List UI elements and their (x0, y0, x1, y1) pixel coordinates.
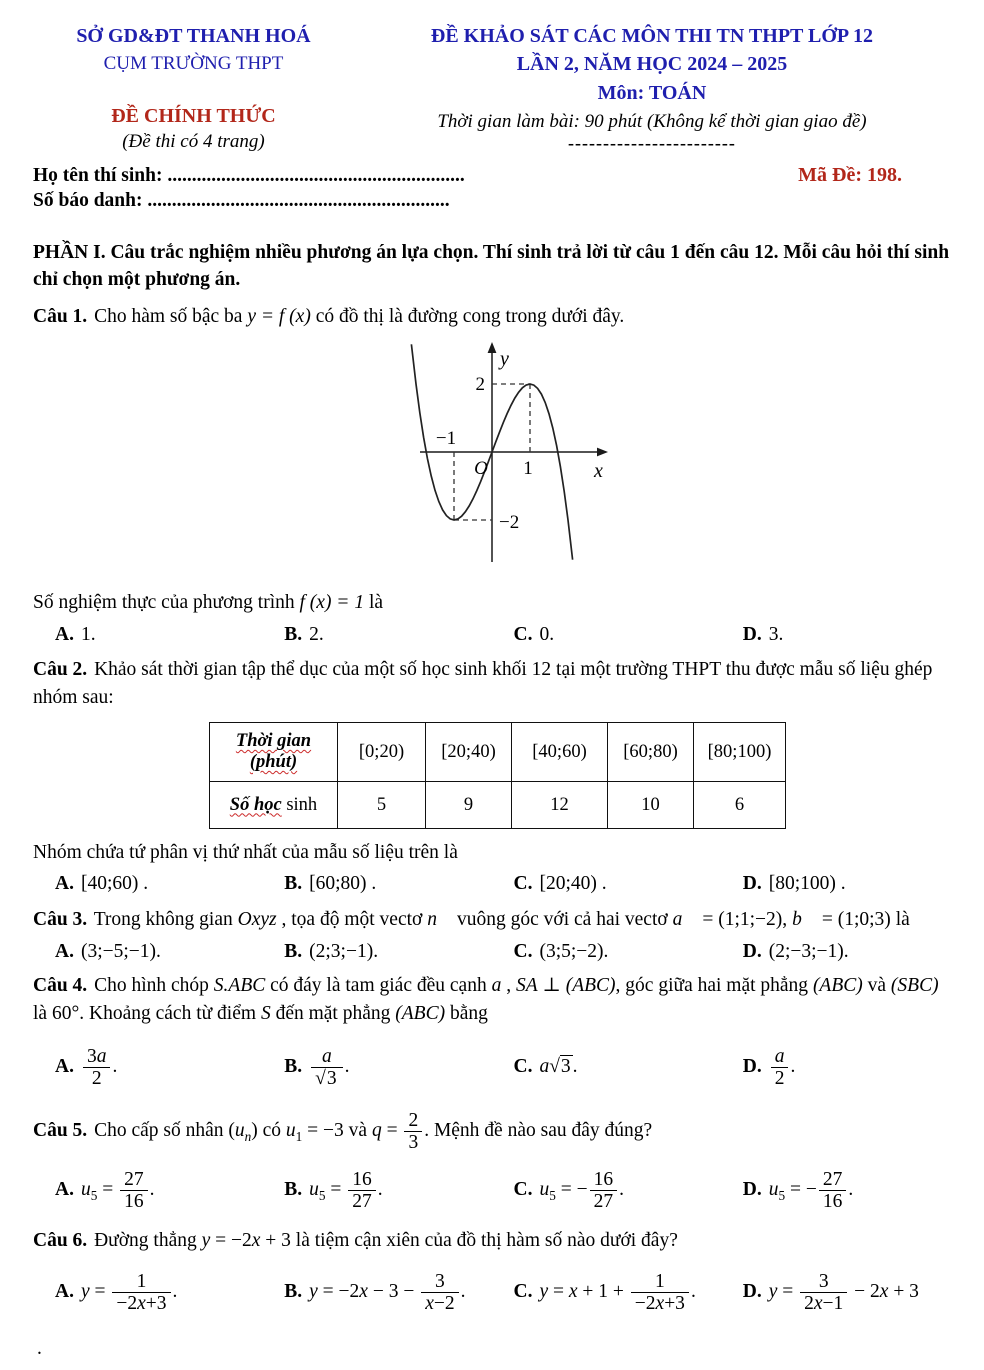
q2-option-c (492, 873, 721, 895)
option-text: 0. (539, 623, 555, 645)
q4-text: Cho hình chóp (89, 974, 214, 996)
q4-math: S.ABC (213, 974, 266, 996)
exam-title: ĐỀ KHẢO SÁT CÁC MÔN THI TN THPT LỚP 12 (430, 25, 874, 47)
candidate-name-field (33, 165, 465, 187)
fraction (311, 1046, 342, 1089)
q6-option-b: B. y = −2x − 3 − $\frac{3}{x-2}$ . (284, 1271, 466, 1315)
fraction-denominator: 2 (91, 1067, 102, 1089)
q1-option-c (492, 624, 721, 646)
q3-text: là (890, 909, 910, 931)
fraction: $\frac{16}{27}$ (590, 1169, 618, 1212)
q4-text: , góc giữa hai mặt phẳng (615, 974, 813, 996)
option-period: . (172, 1281, 178, 1303)
q3-vector-a: a⃗ (672, 909, 698, 931)
q4-math: (ABC) (565, 974, 616, 996)
q5-math-u1: u (285, 1120, 296, 1142)
option-letter: A. (55, 623, 74, 645)
fraction-numerator: a (771, 1046, 789, 1068)
q5-paren: ( (228, 1120, 235, 1142)
count-cell-2: 9 (426, 782, 512, 829)
option-letter: D. (742, 1281, 762, 1303)
q5-options (33, 1161, 950, 1219)
q1-stem-math: f (x) = 1 (299, 592, 365, 614)
q4-text: có đáy là tam giác đều cạnh (265, 974, 492, 996)
q4-math: (SBC) (890, 974, 939, 996)
count-cell-3: 12 (512, 782, 608, 829)
fraction: $\frac{27}{16}$ (120, 1169, 148, 1212)
q1-option-b (262, 624, 491, 646)
option-letter: D. (742, 940, 762, 962)
q3-option-d (721, 941, 950, 963)
q4-math: S (260, 1003, 271, 1024)
option-letter: D. (742, 1055, 762, 1077)
official-exam-stamp: ĐỀ CHÍNH THỨC (111, 104, 276, 127)
candidate-name-dots: ............................................................. (167, 164, 465, 186)
q6-text: Đường thẳng (89, 1230, 202, 1252)
candidate-name-row (33, 164, 950, 187)
q6-option-d: D. y = $\frac{3}{2x-1}$ − 2x + 3 (742, 1271, 919, 1315)
option-letter: B. (284, 873, 303, 895)
q4-option-b (262, 1046, 491, 1089)
function-graph (342, 337, 642, 572)
q5-label: Câu 5. (33, 1120, 88, 1142)
option-period: . (344, 1055, 350, 1077)
q5-option-c: C. $u_5$ = − $\frac{16}{27}$ . (513, 1168, 624, 1212)
origin-label: O (473, 458, 488, 480)
q1-label: Câu 1. (33, 306, 88, 328)
option-letter: B. (284, 1055, 303, 1077)
option-text: [20;40) . (539, 873, 607, 895)
q5-math-u: u (234, 1120, 245, 1142)
question-2 (33, 656, 950, 713)
q3-text: vuông góc với cả hai vectơ (452, 909, 673, 931)
q4-text: đến mặt phẳng (270, 1003, 396, 1024)
q3-math-oxyz: Oxyz (237, 909, 277, 931)
option-text: (2;−3;−1). (768, 940, 849, 962)
q4-text: và (862, 974, 891, 996)
tick-label-2: 2 (475, 374, 485, 396)
q6-math-y: y (201, 1230, 211, 1252)
interval-cell-3: [40;60) (512, 723, 608, 782)
option-letter: A. (55, 1055, 74, 1077)
q3-option-a (33, 941, 262, 963)
q3-text: , tọa độ một vectơ (276, 909, 428, 931)
q3-vector-n: n⃗ (427, 909, 453, 931)
header-right (354, 22, 950, 155)
q4-math: SA (515, 974, 538, 996)
time-label-line2: (phút) (249, 752, 298, 773)
option-letter: D. (742, 623, 762, 645)
radicand: 3 (326, 1067, 337, 1089)
q1-stem (33, 589, 950, 617)
option-letter: C. (513, 940, 533, 962)
question-5 (33, 1110, 950, 1153)
q4-options (33, 1038, 950, 1096)
option-letter: A. (55, 940, 74, 962)
option-text: (2;3;−1). (309, 940, 379, 962)
q4-perpendicular-symbol: ⊥ (537, 974, 566, 996)
q1-option-a (33, 624, 262, 646)
time-label-line1: Thời gian (235, 731, 312, 752)
option-letter: A. (55, 873, 74, 895)
option-period: . (572, 1056, 578, 1078)
fraction: $\frac{3}{2x-1}$ (800, 1271, 847, 1314)
tick-label-minus-2: −2 (498, 512, 519, 534)
q2-text: Khảo sát thời gian tập thể dục của một số học sinh khối 12 tại một trường THPT thu được mẫu số liệu ghép nhóm sau: (33, 658, 933, 708)
fraction-numerator: 3a (83, 1046, 111, 1068)
question-6 (33, 1227, 950, 1255)
q1-options (33, 624, 950, 646)
q4-label: Câu 4. (33, 974, 88, 996)
option-letter: B. (284, 1178, 303, 1200)
q3-label: Câu 3. (33, 909, 88, 931)
fraction (404, 1110, 422, 1153)
fraction-denominator: 3 (408, 1132, 419, 1154)
q4-math: a (491, 974, 502, 996)
count-label-bold: Số học (229, 794, 282, 815)
exam-code: Mã Đề: 198. (798, 163, 902, 186)
interval-cell-2: [20;40) (426, 723, 512, 782)
option-text: [40;60) . (80, 873, 149, 895)
option-text: (3;−5;−1). (80, 940, 161, 962)
radical-sign: √ (315, 1067, 326, 1089)
q2-option-a (33, 873, 262, 895)
option-letter: B. (284, 940, 303, 962)
q5-text: . Mệnh đề nào sau đây đúng? (424, 1120, 653, 1142)
q3-text: = (1;0;3) (816, 909, 891, 931)
tick-label-minus-1: −1 (435, 428, 456, 450)
q3-vector-b: b⃗ (792, 909, 817, 931)
radicand: 3 (560, 1056, 571, 1078)
candidate-number-dots: .............................................................. (147, 189, 450, 211)
part1-heading: PHẦN I. Câu trắc nghiệm nhiều phương án lựa chọn. Thí sinh trả lời từ câu 1 đến câu 12. Mỗi câu hỏi thí sinh chỉ chọn một phương án. (33, 241, 950, 291)
interval-cell-4: [60;80) (608, 723, 694, 782)
option-letter: C. (513, 1281, 533, 1303)
q1-text-pre: Cho hàm số bậc ba (89, 306, 248, 328)
fraction: $\frac{27}{16}$ (819, 1169, 847, 1212)
duration-note: Thời gian làm bài: 90 phút (Không kể thời gian giao đề) (437, 111, 867, 133)
option-period: . (790, 1055, 796, 1077)
fraction (771, 1046, 789, 1089)
q5-equals: = (381, 1120, 403, 1142)
table-value-row (210, 782, 786, 829)
candidate-number-row (33, 190, 950, 212)
frequency-table (209, 722, 786, 829)
separator-dashes: ------------------------ (568, 133, 736, 154)
q5-option-b: B. $u_5$ = $\frac{16}{27}$ . (284, 1168, 383, 1212)
count-cell-4: 10 (608, 782, 694, 829)
function-graph-figure (33, 337, 950, 577)
count-cell-1: 5 (338, 782, 426, 829)
q4-text: bằng (445, 1003, 488, 1024)
option-text: 1. (80, 623, 96, 645)
q6-math: + 3 (260, 1230, 291, 1252)
q5-option-a: A. $u_5$ = $\frac{27}{16}$ . (55, 1168, 155, 1212)
question-1 (33, 303, 950, 331)
q2-label: Câu 2. (33, 658, 88, 680)
q5-text: Cho cấp số nhân (89, 1120, 229, 1142)
q6-options (33, 1264, 950, 1322)
q1-option-d (721, 624, 950, 646)
option-period: . (460, 1281, 466, 1303)
fraction-denominator (311, 1068, 342, 1089)
q4-text: là 60°. Khoảng cách từ điểm (33, 1003, 261, 1024)
option-letter: B. (284, 1281, 303, 1303)
y-axis-label: y (499, 348, 509, 371)
q5-math-q: q (371, 1120, 382, 1142)
q5-option-d: D. $u_5$ = − $\frac{27}{16}$ . (742, 1168, 854, 1212)
q4-text: , (501, 974, 516, 996)
option-period: . (690, 1281, 696, 1303)
q2-option-b (262, 873, 491, 895)
q1-math: y = f (x) (247, 306, 311, 328)
q2-option-d (721, 873, 950, 895)
q6-option-c: C. y = x + 1 + $\frac{1}{-2x+3}$ . (513, 1271, 696, 1315)
option-letter: C. (513, 1056, 533, 1078)
fraction-numerator: a (311, 1046, 342, 1068)
question-4 (33, 972, 950, 1029)
fraction (83, 1046, 111, 1089)
q6-math-x: x (251, 1230, 261, 1252)
q6-option-a: A. y = $\frac{1}{-2x+3}$ . (55, 1271, 178, 1315)
exam-session: LẦN 2, NĂM HỌC 2024 – 2025 (516, 53, 788, 76)
count-cell-5: 6 (694, 782, 786, 829)
x-axis-label: x (593, 460, 603, 483)
fraction: $\frac{1}{-2x+3}$ (112, 1271, 170, 1314)
option-letter: D. (742, 873, 762, 895)
y-axis-arrowhead (487, 342, 496, 353)
q4-math: (ABC) (395, 1003, 446, 1024)
candidate-name-label: Họ tên thí sinh: (33, 164, 163, 186)
q3-option-c (492, 941, 721, 963)
radical-sign: √ (549, 1056, 560, 1078)
q2-stem: Nhóm chứa tứ phân vị thứ nhất của mẫu số liệu trên là (33, 842, 458, 864)
q1-text-post: có đồ thị là đường cong trong dưới đây. (310, 306, 625, 328)
option-period: . (112, 1055, 118, 1077)
interval-cell-1: [0;20) (338, 723, 426, 782)
interval-cell-5: [80;100) (694, 723, 786, 782)
header (33, 22, 950, 155)
q6-text: là tiệm cận xiên của đồ thị hàm số nào dưới đây? (290, 1230, 678, 1252)
q1-stem-post: là (364, 592, 384, 614)
pages-note: (Đề thi có 4 trang) (122, 130, 265, 152)
candidate-number-label: Số báo danh: (33, 189, 143, 211)
table-header-row (210, 723, 786, 782)
option-letter: A. (55, 1178, 74, 1200)
option-letter: C. (513, 1178, 533, 1200)
q5-text: có (257, 1120, 286, 1142)
q2-options (33, 873, 950, 895)
issuer-name: SỞ GD&ĐT THANH HOÁ (76, 25, 311, 47)
question-3 (33, 906, 950, 934)
option-text: [60;80) . (309, 873, 377, 895)
school-cluster: CỤM TRƯỜNG THPT (103, 53, 284, 74)
q1-stem-pre: Số nghiệm thực của phương trình (33, 592, 300, 614)
table-header-time (210, 723, 338, 782)
q4-option-d (721, 1046, 950, 1089)
q5-paren: ) (251, 1120, 258, 1142)
fraction: $\frac{1}{-2x+3}$ (631, 1271, 689, 1314)
header-left (33, 22, 354, 155)
q3-text: = (1;1;−2), (697, 909, 793, 931)
fraction-denominator: 2 (774, 1067, 785, 1089)
q4-math: (ABC) (812, 974, 863, 996)
count-row-label (210, 782, 338, 829)
option-letter: C. (513, 873, 533, 895)
q4-option-a (33, 1046, 262, 1089)
q3-text: Trong không gian (89, 909, 238, 931)
tick-label-1: 1 (522, 458, 533, 480)
option-text: (3;5;−2). (539, 940, 609, 962)
option-letter: D. (742, 1178, 762, 1200)
subject-line: Môn: TOÁN (597, 81, 707, 104)
q3-option-b (262, 941, 491, 963)
x-axis-arrowhead (597, 448, 608, 457)
q4c-variable: a (539, 1056, 550, 1078)
q3-options (33, 941, 950, 963)
option-letter: B. (284, 623, 303, 645)
stray-period: . (37, 1337, 42, 1359)
q5-text: = −3 và (302, 1120, 372, 1142)
option-text: 3. (768, 623, 784, 645)
q6-label: Câu 6. (33, 1230, 88, 1252)
option-letter: C. (513, 623, 533, 645)
fraction: $\frac{3}{x-2}$ (421, 1271, 458, 1314)
option-text: 2. (309, 623, 324, 645)
option-text: [80;100) . (768, 873, 846, 895)
q4-option-c (492, 1056, 721, 1078)
q5-subscript-1: 1 (295, 1129, 303, 1145)
count-label-rest: sinh (281, 794, 318, 815)
fraction-numerator: 2 (404, 1110, 422, 1132)
fraction: $\frac{16}{27}$ (348, 1169, 376, 1212)
q5-subscript-n: n (244, 1129, 252, 1145)
option-letter: A. (55, 1281, 74, 1303)
q6-math: = −2 (210, 1230, 252, 1252)
